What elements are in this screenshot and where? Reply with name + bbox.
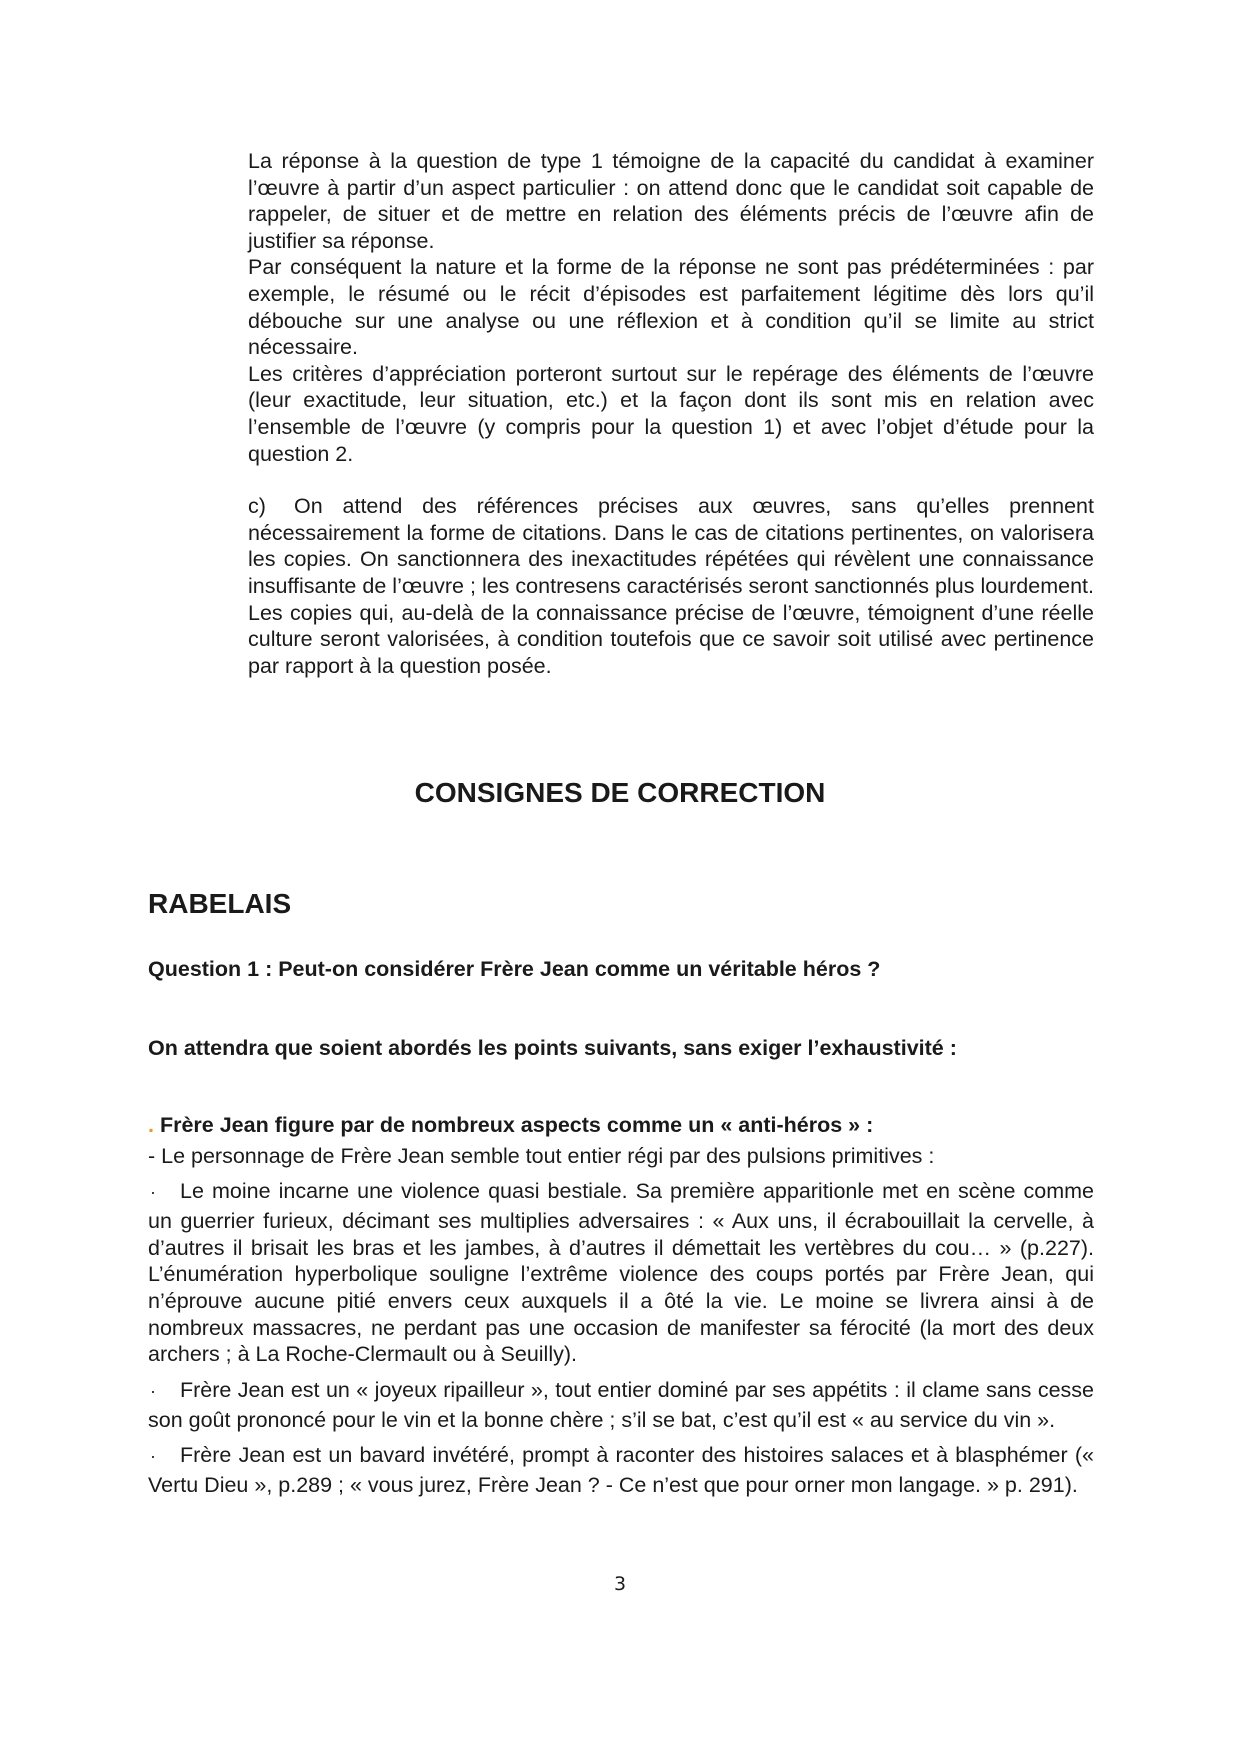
intro-section	[248, 148, 1094, 679]
bullet-item	[148, 1175, 1094, 1368]
intro-paragraph-1: La réponse à la question de type 1 témoigne de la capacité du candidat à examiner l’œuvre à partir d’un aspect particulier : on attend donc que le candidat soit capable de rappeler, de situer et de mettre en relation des éléments précis de l’œuvre afin de justifier sa réponse.	[248, 149, 1094, 253]
intro-paragraph-3: Les critères d’appréciation porteront surtout sur le repérage des éléments de l’œuvre (leur exactitude, leur situation, etc.) et la façon dont ils sont mis en relation avec l’ensemble de l’œuvre (y compris pour la question 1) et avec l’objet d’étude pour la question 2.	[248, 361, 1094, 466]
bullet-icon: ·	[150, 1380, 156, 1401]
bullet-first-line	[148, 1443, 948, 1467]
bullet-first-line	[148, 1378, 1031, 1402]
intro-paragraph-c	[248, 493, 1094, 679]
item-c-label: c)	[248, 494, 266, 519]
question-1: Question 1 : Peut-on considérer Frère Jean comme un véritable héros ?	[148, 957, 881, 981]
author-heading: RABELAIS	[148, 888, 292, 919]
bullet-first-line	[148, 1179, 1015, 1203]
page-number: 3	[613, 1573, 627, 1595]
bullet-item	[148, 1439, 1094, 1499]
primitive-drives-line: - Le personnage de Frère Jean semble tout entier régi par des pulsions primitives :	[148, 1143, 935, 1168]
bullet-1-rest: comme un guerrier furieux, décimant ses multiplies adversaires : « Aux uns, il écrabouillait la cervelle, à d’autres il brisait les bras et les jambes, à d’autres il démettait les vertèbres du cou… » (p.227). L’énumération hyperbolique souligne l’extrême violence des coups portés par Frère Jean, qui n’éprouve aucune pitié envers ceux auxquels il a ôté la vie. Le moine se livrera ainsi à de nombreux massacres, ne perdant pas une occasion de manifester sa férocité (la mort des deux archers ; à La Roche-Clermault ou à Seuilly).	[148, 1179, 1094, 1367]
bullet-2-first: Frère Jean est un « joyeux ripailleur », tout entier dominé par ses appétits : il clame sans	[180, 1377, 1032, 1402]
bullet-1-first: Le moine incarne une violence quasi bestiale. Sa première apparitionle met en scène	[180, 1179, 1016, 1204]
bullet-item	[148, 1374, 1094, 1434]
bullet-3-first: Frère Jean est un bavard invétéré, prompt à raconter des histoires salaces et à	[180, 1443, 949, 1468]
anti-hero-heading-text: Frère Jean figure par de nombreux aspects comme un « anti-héros » :	[159, 1113, 874, 1137]
bullet-3-rest: blasphémer (« Vertu Dieu », p.289 ; « vous jurez, Frère Jean ? - Ce n’est que pour orner mon langage. » p. 291).	[148, 1443, 1094, 1498]
anti-hero-section	[148, 1112, 1094, 1499]
item-c-text: On attend des références précises aux œuvres, sans qu’elles prennent nécessairement la forme de citations. Dans le cas de citations pertinentes, on valorisera les copies. On sanctionnera des inexactitudes répétées qui révèlent une connaissance insuffisante de l’œuvre ; les contresens caractérisés seront sanctionnés plus lourdement. Les copies qui, au-delà de la connaissance précise de l’œuvre, témoignent d’une réelle culture seront valorisées, à condition toutefois que ce savoir soit utilisé avec pertinence par rapport à la question posée.	[248, 494, 1094, 678]
expectation-statement: On attendra que soient abordés les points suivants, sans exiger l’exhaustivité :	[148, 1036, 957, 1060]
orange-marker: .	[148, 1113, 154, 1137]
intro-paragraph-2: Par conséquent la nature et la forme de la réponse ne sont pas prédéterminées : par exemple, le résumé ou le récit d’épisodes est parfaitement légitime dès lors qu’il débouche sur une analyse ou une réflexion et à condition qu’il se limite au strict nécessaire.	[248, 255, 1094, 360]
anti-hero-heading	[148, 1112, 1094, 1139]
bullet-icon: ·	[150, 1446, 156, 1467]
bullet-icon: ·	[150, 1182, 156, 1203]
section-title: CONSIGNES DE CORRECTION	[414, 777, 826, 808]
bullet-2-rest: cesse son goût prononcé pour le vin et la bonne chère ; s’il se bat, c’est qu’il est « au service du vin ».	[148, 1377, 1094, 1432]
